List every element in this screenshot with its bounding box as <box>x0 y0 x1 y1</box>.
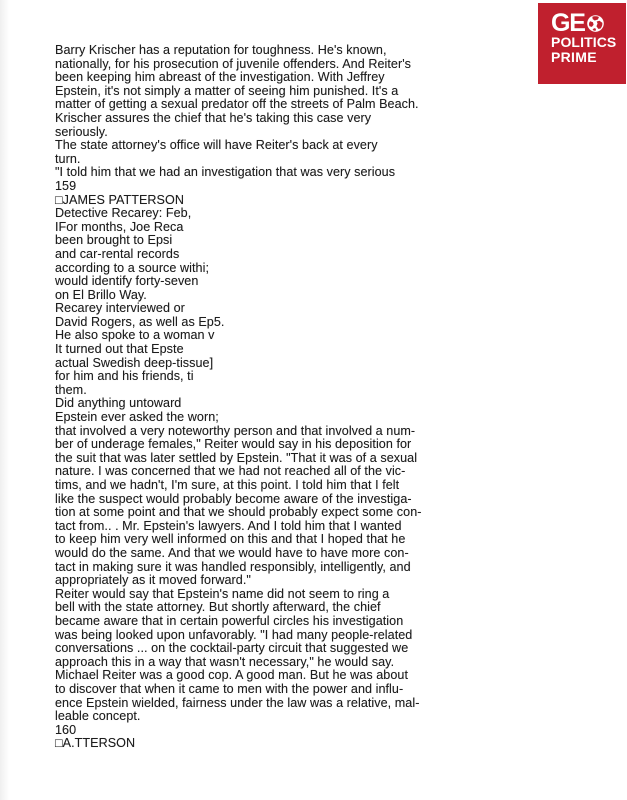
text-line: IFor months, Joe Reca <box>55 219 184 234</box>
logo-prime-text: PRIME <box>551 49 597 65</box>
text-line: tims, and we hadn't, I'm sure, at this point. I told him that I felt <box>55 478 400 492</box>
text-line: leable concept. <box>55 709 141 724</box>
globe-icon <box>586 14 605 33</box>
text-line: would identify forty-seven <box>55 274 199 289</box>
text-line: 160 <box>55 722 77 737</box>
text-line: nature. I was concerned that we had not reached all of the vic- <box>55 464 406 479</box>
text-line: been brought to Epsi <box>55 233 173 248</box>
text-line: would do the same. And that we would have to have more con- <box>55 545 409 560</box>
text-line: to keep him very well informed on this and that I hoped that he <box>55 532 406 547</box>
page-text <box>55 44 495 751</box>
text-line: Did anything untoward <box>55 396 182 411</box>
text-line: bell with the state attorney. But shortly afterward, the chief <box>55 600 381 615</box>
text-line: matter of getting a sexual predator off the streets of Palm Beach. <box>55 97 419 112</box>
text-line: on El Brillo Way. <box>55 287 147 302</box>
text-line: them. <box>55 382 87 397</box>
text-line: was being looked upon unfavorably. "I had many people-related <box>55 627 413 642</box>
text-line: to discover that when it came to men with the power and influ- <box>55 681 404 696</box>
text-line: nationally, for his prosecution of juvenile offenders. And Reiter's <box>55 56 412 71</box>
text-line: Reiter would say that Epstein's name did not seem to ring a <box>55 586 390 601</box>
text-line: been keeping him abreast of the investigation. With Jeffrey <box>55 70 385 85</box>
page-edge-shadow <box>0 0 9 800</box>
text-line: for him and his friends, ti <box>55 369 194 384</box>
text-line: turn. <box>55 151 81 166</box>
text-line: and car-rental records <box>55 246 180 261</box>
logo-politics-text: POLITICS <box>551 34 617 50</box>
text-line: appropriately as it moved forward." <box>55 573 251 588</box>
text-line: Krischer assures the chief that he's taking this case very <box>55 110 372 125</box>
logo-top-row <box>551 9 626 37</box>
text-line: ber of underage females," Reiter would say in his deposition for <box>55 437 412 452</box>
text-line: Recarey interviewed or <box>55 301 185 316</box>
text-line: became aware that in certain powerful circles his investigation <box>55 613 404 628</box>
text-line: actual Swedish deep-tissue] <box>55 355 214 370</box>
text-line: approach this in a way that wasn't necessary," he would say. <box>55 654 395 669</box>
text-line: Michael Reiter was a good cop. A good man. But he was about <box>55 668 408 683</box>
geo-politics-prime-logo <box>538 3 626 84</box>
text-line: Barry Krischer has a reputation for toughness. He's known, <box>55 43 387 57</box>
text-line: Detective Recarey: Feb, <box>55 206 192 221</box>
text-line: He also spoke to a woman v <box>55 328 215 343</box>
logo-ge-text: GE <box>551 9 585 37</box>
text-line: The state attorney's office will have Reiter's back at every <box>55 138 378 153</box>
text-line: "I told him that we had an investigation that was very serious <box>55 165 396 180</box>
text-line: Epstein, it's not simply a matter of seeing him punished. It's a <box>55 83 399 98</box>
text-line: like the suspect would probably become aware of the investiga- <box>55 491 412 506</box>
text-line: seriously. <box>55 124 108 139</box>
text-line: according to a source withi; <box>55 260 210 275</box>
text-line: It turned out that Epste <box>55 342 184 357</box>
text-line: 159 <box>55 178 77 193</box>
text-line: □A.TTERSON <box>55 736 136 751</box>
text-line: the suit that was later settled by Epstein. "That it was of a sexual <box>55 450 418 465</box>
text-line: tact from.. . Mr. Epstein's lawyers. And I told him that I wanted <box>55 518 402 533</box>
text-line: □JAMES PATTERSON <box>55 192 184 207</box>
text-line: tact in making sure it was handled responsibly, intelligently, and <box>55 559 411 574</box>
text-line: David Rogers, as well as Ep5. <box>55 314 225 329</box>
text-line: conversations ... on the cocktail-party circuit that suggested we <box>55 641 409 656</box>
text-line: that involved a very noteworthy person and that involved a num- <box>55 423 416 438</box>
text-line: Epstein ever asked the worn; <box>55 410 219 425</box>
text-line: tion at some point and that we should probably expect some con- <box>55 505 422 520</box>
text-line: ence Epstein wielded, fairness under the law was a relative, mal- <box>55 695 420 710</box>
